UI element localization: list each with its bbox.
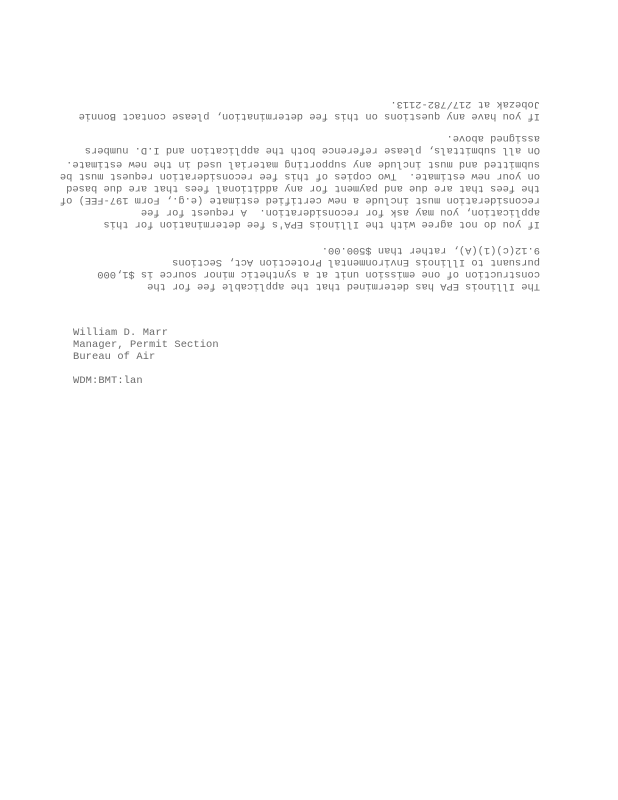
signatory-title: Manager, Permit Section [73,339,219,351]
inverted-paragraph-1-line-4: 9.12(c)(1)(A), rather than $500.00. [321,244,540,256]
inverted-paragraph-4-line-1: If you have any questions on this fee determination, please contact Bonnie [78,110,540,122]
signatory-bureau: Bureau of Air [73,351,156,363]
inverted-paragraph-1-line-3: pursuant to Illinois Environmental Protection Act, Sections [172,256,540,268]
inverted-paragraph-3-line-1: On all submittals, please reference both the application and I.D. numbers [84,144,540,156]
inverted-paragraph-3-line-2: assigned above. [446,132,540,144]
inverted-paragraph-1-line-2: construction of one emission unit at a synthetic minor source is $1,000 [97,268,540,280]
inverted-paragraph-2-line-2: application, you may ask for reconsideration. A request for fee [140,206,540,218]
signatory-name: William D. Marr [73,327,169,339]
inverted-paragraph-2-line-6: submitted and must include any supporting material used in the new estimate. [66,158,540,170]
inverted-paragraph-2-line-5: on your new estimate. Two copies of this fee reconsideration request must be [59,170,540,182]
inverted-paragraph-2-line-1: If you do not agree with the Illinois EPA's fee determination for this [103,218,540,230]
typist-initials: WDM:BMT:lan [73,375,143,387]
inverted-paragraph-2-line-3: reconsideration must include a new certified estimate (e.g., Form 197-FEE) of [59,194,540,206]
inverted-paragraph-1-line-1: The Illinois EPA has determined that the applicable fee for the [147,280,540,292]
inverted-paragraph-4-line-2: Jobezak at 217/782-2113. [390,98,540,110]
inverted-paragraph-2-line-4: the fees that are due and payment for any additional fees that are due based [66,182,540,194]
